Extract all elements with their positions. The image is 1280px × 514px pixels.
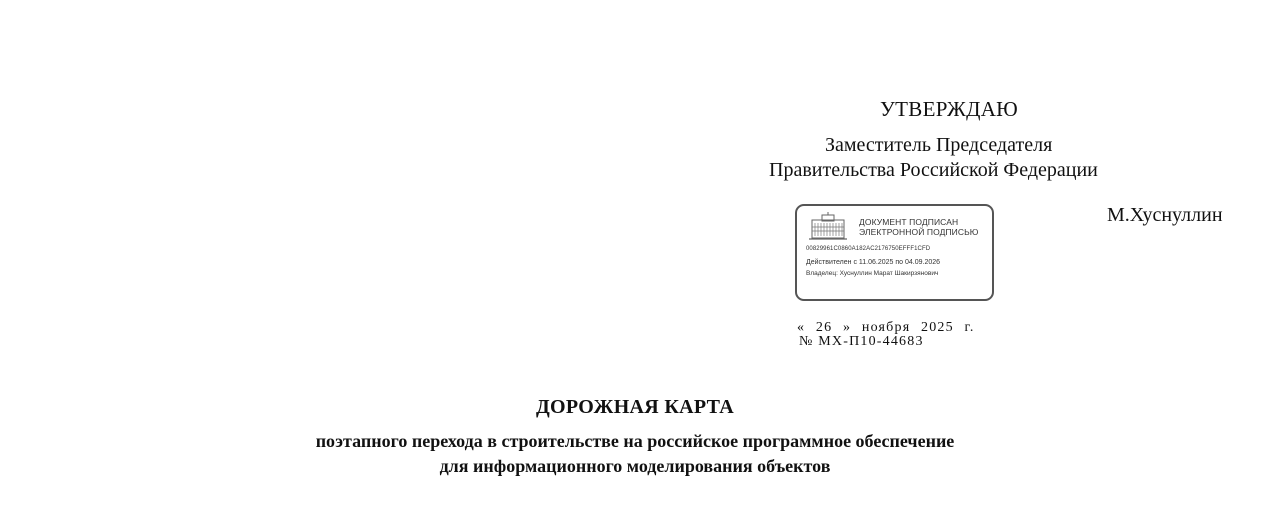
signer-name: М.Хуснуллин bbox=[1107, 204, 1223, 226]
approval-date: « 26 » ноября 2025 г. bbox=[797, 320, 975, 335]
stamp-title bbox=[859, 217, 979, 237]
approval-heading: УТВЕРЖДАЮ bbox=[880, 97, 1019, 121]
document-subtitle-line1: поэтапного перехода в строительстве на российское программное обеспечение bbox=[315, 431, 955, 451]
document-subtitle-line2: для информационного моделирования объектов bbox=[439, 456, 831, 476]
electronic-signature-stamp bbox=[795, 204, 994, 301]
government-building-icon bbox=[808, 212, 848, 240]
certificate-serial: 00829961C0860A182AC2176750EFFF1CFD bbox=[806, 246, 931, 252]
registration-number: № МХ-П10-44683 bbox=[799, 334, 924, 349]
certificate-owner: Владелец: Хуснуллин Марат Шакирзянович bbox=[806, 270, 939, 277]
certificate-validity: Действителен с 11.06.2025 по 04.09.2026 bbox=[806, 259, 941, 266]
signer-position-line2: Правительства Российской Федерации bbox=[769, 159, 1098, 181]
stamp-title-line2: ЭЛЕКТРОННОЙ ПОДПИСЬЮ bbox=[859, 227, 979, 237]
stamp-title-line1: ДОКУМЕНТ ПОДПИСАН bbox=[859, 217, 959, 227]
signer-position-line1: Заместитель Председателя bbox=[825, 134, 1053, 156]
document-title: ДОРОЖНАЯ КАРТА bbox=[535, 396, 735, 418]
